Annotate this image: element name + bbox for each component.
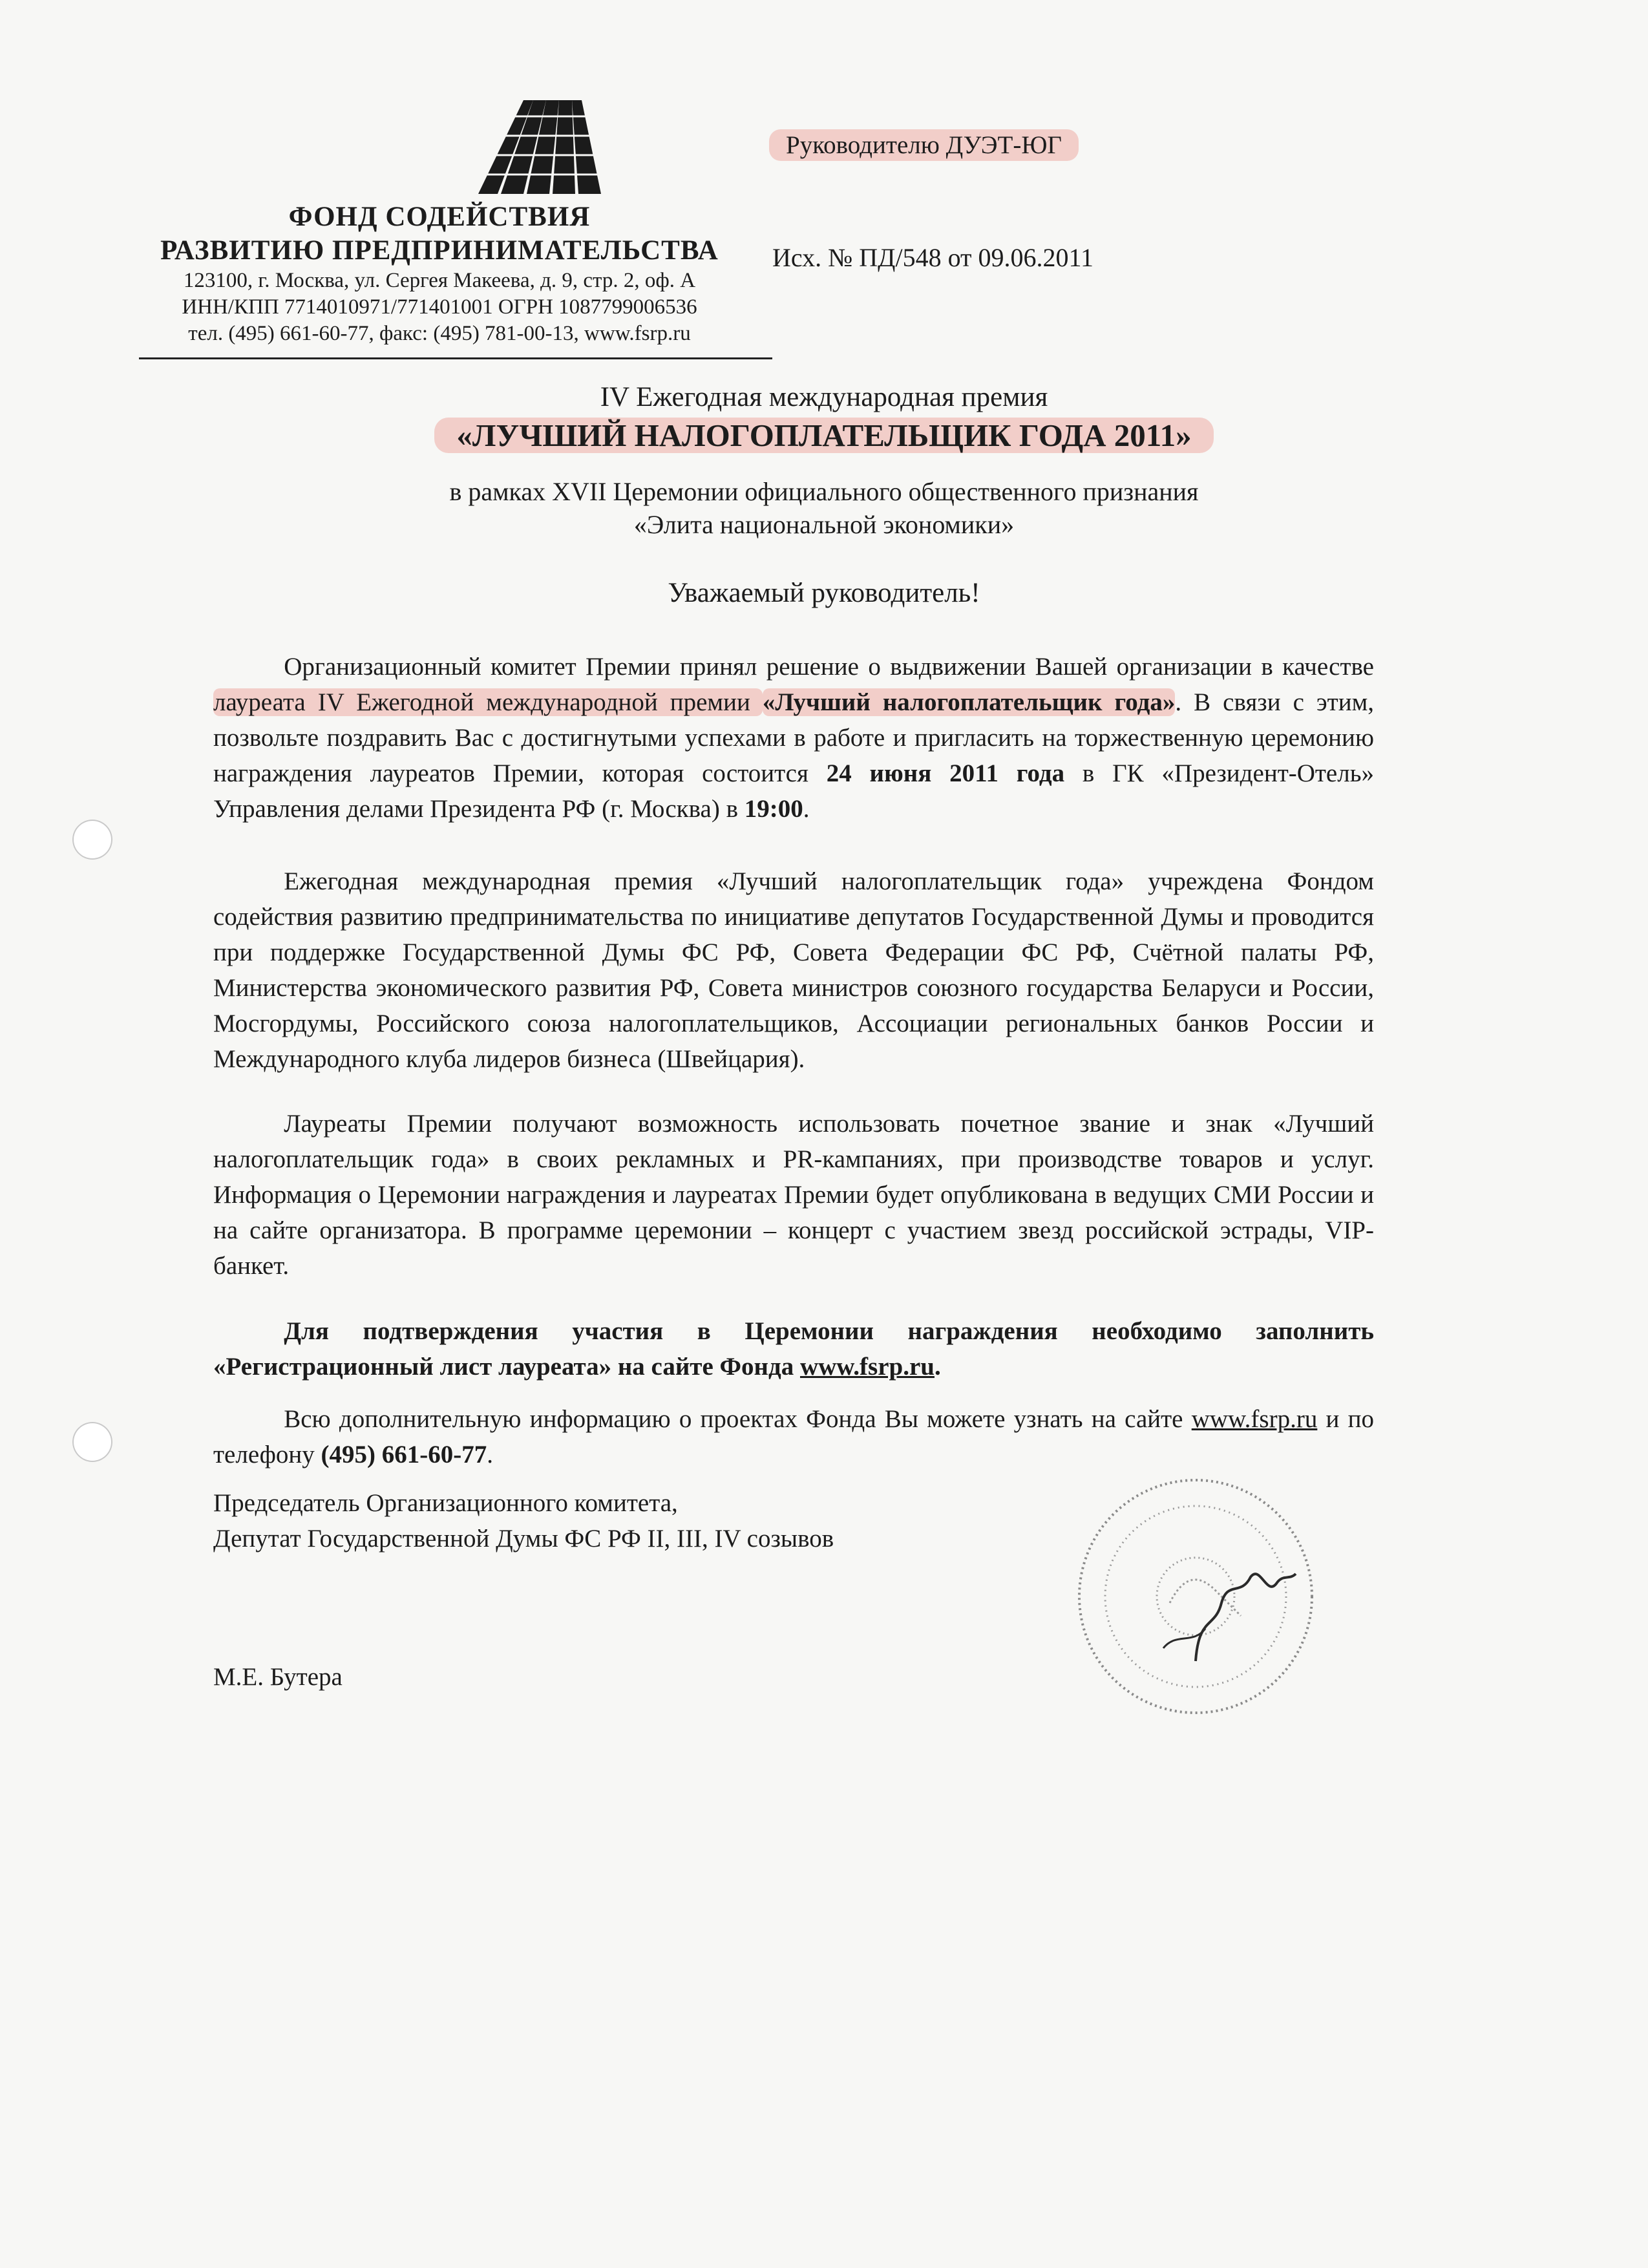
p5-end: .	[487, 1441, 493, 1468]
signatory-title-line1: Председатель Организационного комитета,	[213, 1489, 678, 1517]
paragraph-about-award: Ежегодная международная премия «Лучший налогоплательщик года» учреждена Фондом содействия развитию предпринимательства по инициативе депутатов Государственной Думы и проводится при поддержке Государственной Думы ФС РФ, Совета Федерации ФС РФ, Счётной палаты РФ, Министерства экономического развития РФ, Совета министров союзного государства Беларуси и России, Мосгордумы, Российского союза налогоплательщиков, Ассоциации региональных банков России и Международного клуба лидеров бизнеса (Швейцария).	[213, 867, 1374, 1073]
greeting: Уважаемый руководитель!	[668, 578, 980, 608]
p1-text-b: . В связи с этим, позвольте поздравить Вас с достигнутыми успехами в работе и пригласить на торжественную церемонию награждения лауреатов Премии, которая состоится	[213, 688, 1375, 787]
signatory-name: М.Е. Бутера	[213, 1663, 343, 1691]
ceremony-line1: в рамках XVII Церемонии официального общественного признания	[449, 477, 1199, 506]
p4-text: Для подтверждения участия в Церемонии награждения необходимо заполнить «Регистрационный лист лауреата» на сайте Фонда	[213, 1317, 1374, 1381]
p1-highlight-b: «Лучший налогоплательщик года»	[762, 688, 1176, 716]
p1-end: .	[803, 795, 810, 823]
header-divider	[139, 357, 772, 359]
addressee: Руководителю ДУЭТ-ЮГ	[769, 129, 1079, 161]
p1-text-a: Организационный комитет Премии принял решение о выдвижении Вашей организации в качестве	[284, 653, 1374, 681]
p1-time: 19:00	[744, 795, 803, 823]
org-ids: ИНН/КПП 7714010971/771401001 ОГРН 1087799006536	[182, 295, 697, 319]
paragraph-registration	[213, 1313, 1374, 1384]
signatory-title	[213, 1485, 834, 1556]
award-subtitle: IV Ежегодная международная премия	[600, 382, 1048, 412]
p1-highlight-a: лауреата IV Ежегодной международной премии	[213, 688, 763, 716]
p5-text-b: и по телефону	[213, 1405, 1374, 1468]
org-name-line2: РАЗВИТИЮ ПРЕДПРИНИМАТЕЛЬСТВА	[160, 235, 719, 266]
org-contacts: тел. (495) 661-60-77, факс: (495) 781-00-13, www.fsrp.ru	[188, 322, 691, 345]
p4-end: .	[934, 1353, 941, 1381]
punch-hole-top	[72, 820, 112, 860]
org-address: 123100, г. Москва, ул. Сергея Макеева, д. 9, стр. 2, оф. А	[183, 269, 696, 292]
signatory-title-line2: Депутат Государственной Думы ФС РФ II, III, IV созывов	[213, 1525, 834, 1553]
outgoing-reference: Исх. № ПД/548 от 09.06.2011	[772, 243, 1094, 272]
paragraph-laureates: Лауреаты Премии получают возможность использовать почетное звание и знак «Лучший налогоплательщик года» в своих рекламных и PR-кампаниях, при производстве товаров и услуг. Информация о Церемонии награждения и лауреатах Премии будет опубликована в ведущих СМИ России и на сайте организатора. В программе церемонии – концерт с участием звезд российской эстрады, VIP-банкет.	[213, 1110, 1374, 1280]
p5-phone: (495) 661-60-77	[321, 1441, 487, 1468]
award-title	[0, 417, 1648, 454]
paragraph-invitation	[213, 649, 1374, 827]
ceremony-block	[0, 475, 1648, 541]
p4-website-link[interactable]: www.fsrp.ru	[799, 1353, 935, 1381]
ceremony-line2: «Элита национальной экономики»	[633, 510, 1015, 539]
p5-website-link[interactable]: www.fsrp.ru	[1191, 1405, 1318, 1433]
stamp-seal-icon	[1066, 1467, 1325, 1726]
fund-logo-icon	[420, 97, 614, 194]
p5-text-a: Всю дополнительную информацию о проектах Фонда Вы можете узнать на сайте	[284, 1405, 1192, 1433]
p1-date: 24 июня 2011 года	[826, 759, 1065, 787]
award-title-text: «ЛУЧШИЙ НАЛОГОПЛАТЕЛЬЩИК ГОДА 2011»	[434, 418, 1213, 453]
org-name-line1: ФОНД СОДЕЙСТВИЯ	[288, 202, 591, 232]
sender-block	[129, 200, 750, 347]
paragraph-contacts	[213, 1401, 1374, 1472]
p1-text-c: в ГК «Президент-Отель» Управления делами Президента РФ (г. Москва) в	[213, 759, 1374, 823]
punch-hole-bottom	[72, 1422, 112, 1462]
